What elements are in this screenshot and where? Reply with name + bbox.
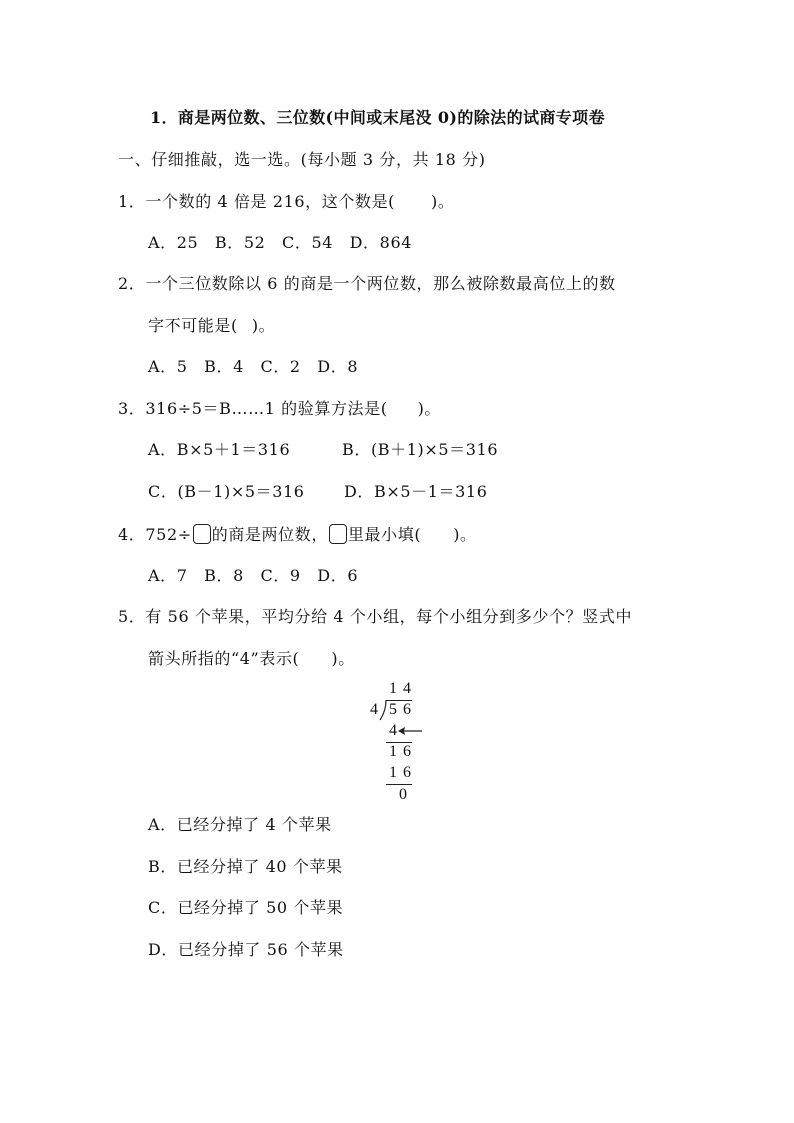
division-dividend: 5 6 bbox=[389, 701, 412, 718]
question-4 bbox=[118, 524, 477, 545]
question-4-options: A．7 B．8 C．9 D．6 bbox=[148, 566, 359, 585]
question-5-option-a: A．已经分掉了 4 个苹果 bbox=[148, 815, 332, 834]
question-number: 1． bbox=[118, 192, 146, 211]
question-text-end: )。 bbox=[251, 316, 276, 335]
question-2-line2 bbox=[148, 316, 275, 336]
question-text: 一个三位数除以 6 的商是一个两位数，那么被除数最高位上的数 bbox=[145, 274, 616, 293]
question-3-option-d: D．B×5－1＝316 bbox=[344, 482, 488, 501]
question-text: 里最小填( bbox=[347, 525, 422, 544]
question-text: 箭头所指的“4”表示( bbox=[148, 649, 300, 668]
question-5-option-c: C．已经分掉了 50 个苹果 bbox=[148, 898, 344, 917]
question-2 bbox=[118, 274, 616, 294]
question-text: 的商是两位数， bbox=[211, 525, 328, 544]
blank-square-icon bbox=[329, 524, 347, 544]
page-title: 1．商是两位数、三位数(中间或末尾没 0)的除法的试商专项卷 bbox=[150, 108, 605, 127]
division-divisor: 4 bbox=[370, 701, 379, 718]
question-3-option-c: C．(B－1)×5＝316 bbox=[148, 482, 305, 501]
blank-square-icon bbox=[193, 524, 211, 544]
division-remainder: 0 bbox=[399, 786, 408, 803]
question-5-option-d: D．已经分掉了 56 个苹果 bbox=[148, 940, 344, 959]
question-3-option-b: B．(B＋1)×5＝316 bbox=[342, 440, 499, 459]
question-text: 752÷ bbox=[145, 525, 192, 544]
question-3 bbox=[118, 399, 441, 419]
question-5-option-b: B．已经分掉了 40 个苹果 bbox=[148, 857, 343, 876]
question-text-end: )。 bbox=[453, 525, 477, 544]
question-text-end: )。 bbox=[417, 399, 442, 418]
question-text: 有 56 个苹果，平均分给 4 个小组，每个小组分到多少个？竖式中 bbox=[145, 607, 633, 626]
arrow-left-icon bbox=[397, 724, 423, 738]
question-3-option-a: A．B×5＋1＝316 bbox=[148, 440, 291, 459]
division-step-3: 1 6 bbox=[389, 764, 412, 781]
question-number: 2． bbox=[118, 274, 146, 293]
question-text-end: )。 bbox=[431, 192, 455, 211]
question-text: 316÷5＝B……1 的验算方法是( bbox=[145, 399, 388, 418]
question-text-end: )。 bbox=[331, 649, 355, 668]
division-step-1: 4 bbox=[389, 722, 398, 739]
question-number: 5． bbox=[118, 607, 146, 626]
division-step-2: 1 6 bbox=[389, 743, 412, 760]
section-heading: 一、仔细推敲，选一选。(每小题 3 分，共 18 分) bbox=[118, 150, 486, 169]
question-2-options: A．5 B．4 C．2 D．8 bbox=[148, 357, 359, 376]
question-1 bbox=[118, 192, 454, 212]
division-bracket-icon bbox=[379, 699, 389, 721]
question-text: 一个数的 4 倍是 216，这个数是( bbox=[145, 192, 396, 211]
question-number: 3． bbox=[118, 399, 146, 418]
question-5 bbox=[118, 607, 632, 627]
question-text: 字不可能是( bbox=[148, 316, 238, 335]
question-5-line2 bbox=[148, 649, 355, 669]
question-number: 4． bbox=[118, 525, 146, 544]
question-1-options: A．25 B．52 C．54 D．864 bbox=[148, 233, 413, 252]
division-quotient: 1 4 bbox=[389, 680, 412, 697]
